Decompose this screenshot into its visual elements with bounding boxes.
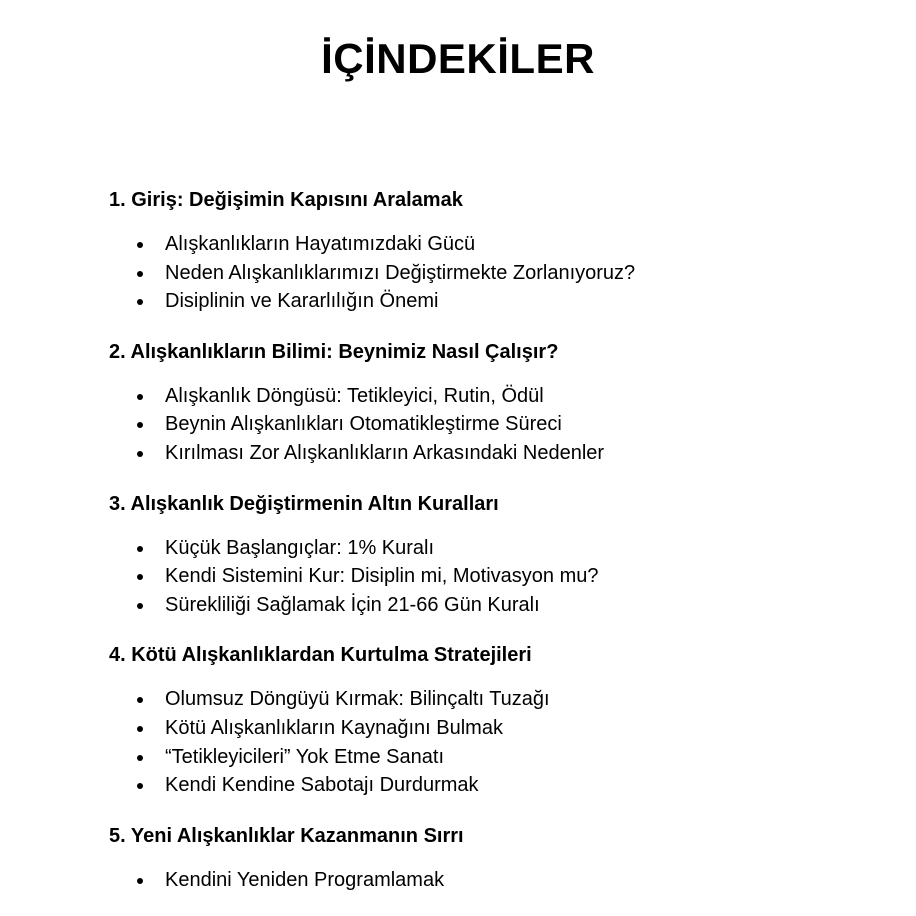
list-item-text: Kırılması Zor Alışkanlıkların Arkasındaki Nedenler: [165, 441, 605, 464]
section-items: [109, 382, 869, 468]
list-item-text: Olumsuz Döngüyü Kırmak: Bilinçaltı Tuzağı: [165, 688, 550, 711]
list-item: [109, 866, 869, 895]
section-heading: 1. Giriş: Değişimin Kapısını Aralamak: [109, 189, 463, 211]
list-item: [109, 230, 869, 259]
bullet-icon: [137, 271, 143, 277]
section-items: [109, 230, 869, 316]
list-item: [109, 743, 869, 772]
list-item-text: Kendi Sistemini Kur: Disiplin mi, Motivasyon mu?: [165, 565, 599, 588]
section-heading: 2. Alışkanlıkların Bilimi: Beynimiz Nasıl Çalışır?: [109, 340, 559, 363]
list-item-text: Kötü Alışkanlıkların Kaynağını Bulmak: [165, 716, 503, 739]
list-item-text: Alışkanlıkların Hayatımızdaki Gücü: [165, 233, 476, 255]
section-items: [109, 866, 869, 895]
list-item-text: Sürekliliği Sağlamak İçin 21-66 Gün Kuralı: [165, 593, 540, 616]
bullet-icon: [137, 422, 143, 428]
bullet-icon: [137, 697, 143, 703]
bullet-icon: [137, 574, 143, 580]
bullet-icon: [137, 783, 143, 789]
list-item-text: Küçük Başlangıçlar: 1% Kuralı: [165, 536, 435, 559]
list-item: [109, 534, 869, 563]
bullet-icon: [137, 878, 143, 884]
list-item: [109, 259, 869, 288]
list-item: [109, 771, 869, 800]
list-item: [109, 382, 869, 411]
bullet-icon: [137, 755, 143, 761]
list-item-text: Neden Alışkanlıklarımızı Değiştirmekte Zorlanıyoruz?: [165, 261, 636, 284]
bullet-icon: [137, 603, 143, 609]
list-item-text: Beynin Alışkanlıkları Otomatikleştirme Süreci: [165, 413, 562, 436]
bullet-icon: [137, 546, 143, 552]
list-item: [109, 714, 869, 743]
bullet-icon: [137, 394, 143, 400]
section-heading: 4. Kötü Alışkanlıklardan Kurtulma Stratejileri: [109, 644, 532, 667]
toc-section-2: [109, 336, 869, 468]
list-item-text: Kendi Kendine Sabotajı Durdurmak: [165, 774, 479, 797]
list-item: [109, 591, 869, 620]
section-items: [109, 685, 869, 799]
list-item-text: Disiplinin ve Kararlılığın Önemi: [165, 290, 439, 313]
list-item: [109, 287, 869, 316]
bullet-icon: [137, 726, 143, 732]
section-heading: 3. Alışkanlık Değiştirmenin Altın Kuralları: [109, 492, 499, 515]
toc-section-1: [109, 184, 869, 316]
list-item-text: “Tetikleyicileri” Yok Etme Sanatı: [165, 745, 445, 768]
section-items: [109, 534, 869, 620]
bullet-icon: [137, 451, 143, 457]
toc-section-4: [109, 639, 869, 799]
list-item-text: Kendini Yeniden Programlamak: [165, 868, 445, 891]
bullet-icon: [137, 242, 143, 248]
list-item-text: Alışkanlık Döngüsü: Tetikleyici, Rutin, Ödül: [165, 384, 544, 407]
list-item: [109, 685, 869, 714]
section-heading: 5. Yeni Alışkanlıklar Kazanmanın Sırrı: [109, 824, 464, 847]
table-of-contents: [109, 184, 869, 914]
toc-section-5: [109, 820, 869, 895]
page-title: İÇİNDEKİLER: [321, 35, 595, 82]
toc-section-3: [109, 488, 869, 620]
list-item: [109, 562, 869, 591]
list-item: [109, 439, 869, 468]
list-item: [109, 410, 869, 439]
bullet-icon: [137, 299, 143, 305]
